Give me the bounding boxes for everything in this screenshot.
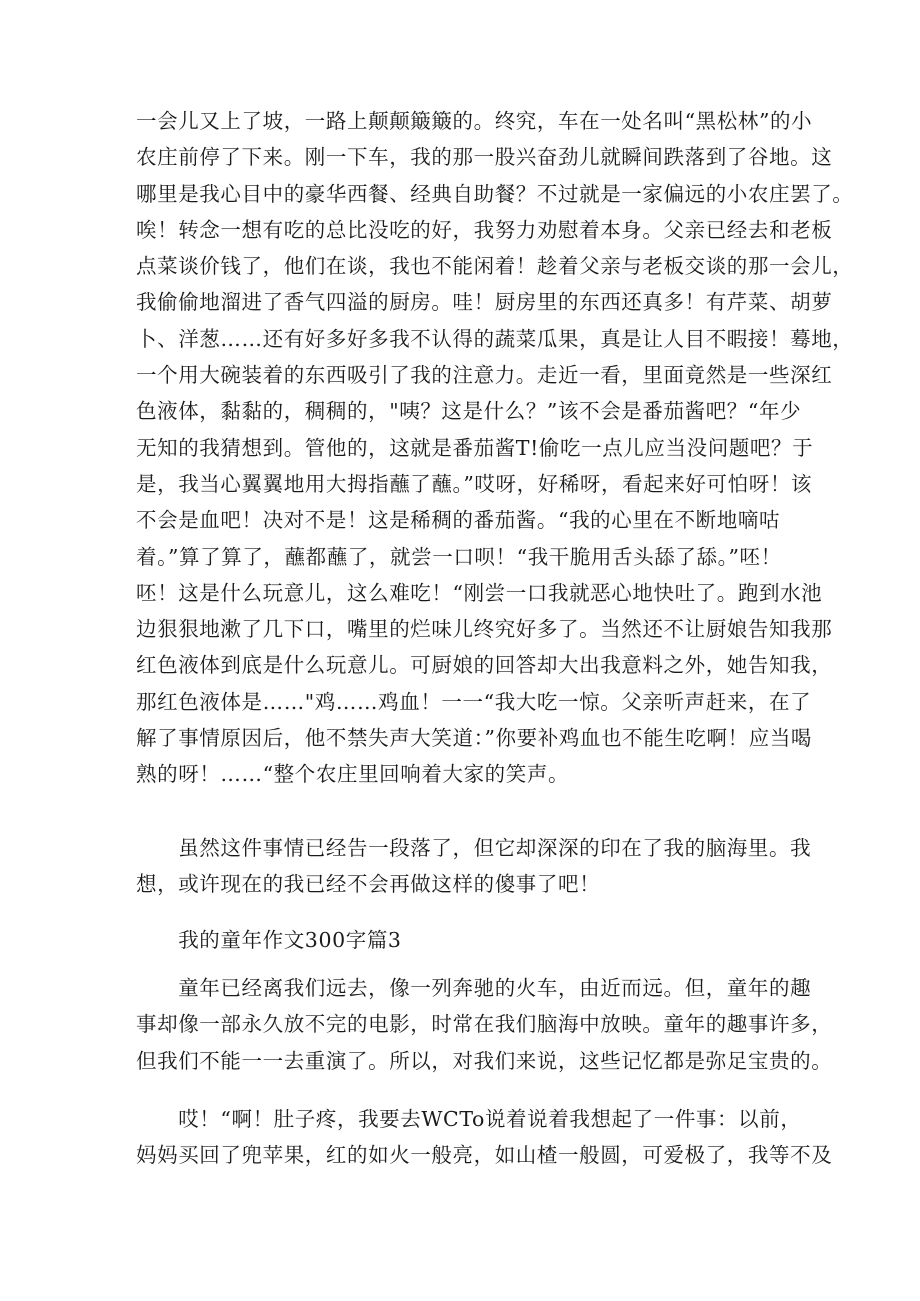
text-line: 我偷偷地溜进了香气四溢的厨房。哇！厨房里的东西还真多！有芹菜、胡萝 <box>136 290 833 315</box>
text-line: 哎！“啊！肚子疼，我要去WCTo说着说着我想起了一件事：以前， <box>136 1107 802 1131</box>
text-line: 事却像一部永久放不完的电影，时常在我们脑海中放映。童年的趣事许多， <box>136 1012 833 1037</box>
text-line: 童年已经离我们远去，像一列奔驰的火车，由近而远。但，童年的趣 <box>136 976 812 1000</box>
paragraph-story <box>136 103 854 793</box>
text-line: 无知的我猜想到。管他的，这就是番茄酱T!偷吃一点儿应当没问题吧？于 <box>136 435 814 460</box>
text-line: 妈妈买回了兜苹果，红的如火一般亮，如山楂一般圆，可爱极了，我等不及 <box>136 1143 833 1168</box>
paragraph-intro <box>136 970 833 1079</box>
text-line: 一个用大碗装着的东西吸引了我的注意力。走近一看，里面竟然是一些深红 <box>136 363 833 388</box>
text-line: 一会儿又上了坡，一路上颠颠簸簸的。终究，车在一处名叫“黑松林”的小 <box>136 109 813 133</box>
text-line: 红色液体到底是什么玩意儿。可厨娘的回答却大出我意料之外，她告知我， <box>136 653 833 678</box>
text-line: 但我们不能一一去重演了。所以，对我们来说，这些记忆都是弥足宝贵的。 <box>136 1048 833 1073</box>
text-line: 点菜谈价钱了，他们在谈，我也不能闲着！趁着父亲与老板交谈的那一会儿， <box>136 254 854 279</box>
text-line: 农庄前停了下来。刚一下车，我的那一股兴奋劲儿就瞬间跌落到了谷地。这 <box>136 145 833 170</box>
text-line: 着。”算了算了，蘸都蘸了，就尝一口呗！“我干脆用舌头舔了舔。”呸！ <box>136 544 782 569</box>
text-line: 唉！转念一想有吃的总比没吃的好，我努力劝慰着本身。父亲已经去和老板 <box>136 217 833 242</box>
text-line: 卜、洋葱……还有好多好多我不认得的蔬菜瓜果，真是让人目不暇接！蓦地， <box>136 326 854 351</box>
text-line: 虽然这件事情已经告一段落了，但它却深深的印在了我的脑海里。我 <box>136 836 812 860</box>
paragraph-reflection <box>136 830 812 903</box>
text-line: 色液体，黏黏的，稠稠的，"咦？这是什么？”该不会是番茄酱吧？“年少 <box>136 399 802 424</box>
text-line: 不会是血吧！决对不是！这是稀稠的番茄酱。“我的心里在不断地嘀咕 <box>136 508 781 533</box>
text-line: 那红色液体是……"鸡……鸡血！一一“我大吃一惊。父亲听声赶来，在了 <box>136 689 812 714</box>
text-line: 边狠狠地漱了几下口，嘴里的烂味儿终究好多了。当然还不让厨娘告知我那 <box>136 617 833 642</box>
paragraph-memory <box>136 1101 833 1174</box>
text-line: 想，或许现在的我已经不会再做这样的傻事了吧！ <box>136 872 601 897</box>
text-line: 哪里是我心目中的豪华西餐、经典自助餐？不过就是一家偏远的小农庄罢了。 <box>136 181 854 206</box>
text-line: 是，我当心翼翼地用大拇指蘸了蘸。”哎呀，好稀呀，看起来好可怕呀！该 <box>136 471 813 496</box>
heading-text: 我的童年作文300字篇3 <box>136 928 402 952</box>
section-heading <box>136 922 796 958</box>
text-line: 解了事情原因后，他不禁失声大笑道：”你要补鸡血也不能生吃啊！应当喝 <box>136 726 813 751</box>
text-line: 呸！这是什么玩意儿，这么难吃！“刚尝一口我就恶心地快吐了。跑到水池 <box>136 580 823 605</box>
text-line: 熟的呀！……“整个农庄里回响着大家的笑声。 <box>136 762 570 787</box>
